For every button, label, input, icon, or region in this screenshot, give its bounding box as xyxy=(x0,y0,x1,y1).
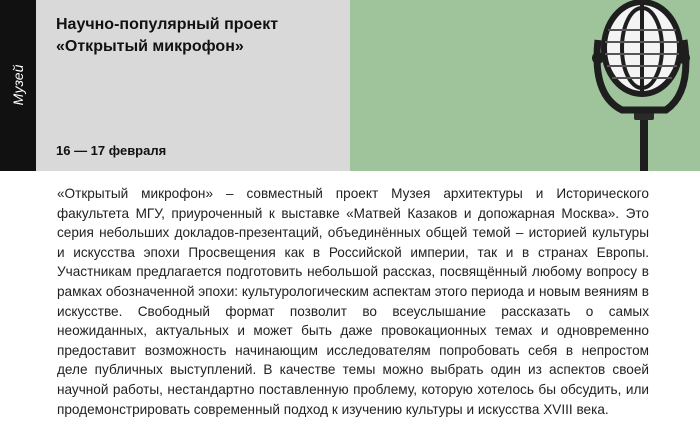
section-label: Музей xyxy=(10,64,26,106)
section-tab xyxy=(0,0,36,171)
event-image xyxy=(350,0,700,171)
event-title-line2: «Открытый микрофон» xyxy=(56,38,244,55)
microphone-icon xyxy=(570,0,700,171)
event-title xyxy=(56,14,346,58)
event-header xyxy=(36,0,350,171)
event-description: «Открытый микрофон» – совместный проект Музея архитектуры и Исторического факультета МГУ, приуроченный к выставке «Матвей Казаков и допожарная Москва». Это серия небольших докладов-презентаций, объединённых общей темой – историей культуры и искусства эпохи Просвещения как в Российской империи, так и в странах Европы. Участникам предлагается подготовить небольшой рассказ, посвящённый любому вопросу в рамках обозначенной эпохи: культурологическим аспектам этого периода и новым веяниям в искусстве. Свободный формат позволит во всеуслышание рассказать о самых неожиданных, актуальных и может быть даже провокационных темах и одновременно предоставит возможность начинающим исследователям попробовать себя в непростом деле публичных выступлений. В качестве темы можно выбрать один из аспектов своей научной работы, нестандартно поставленную проблему, которую хотелось бы обсудить, или продемонстрировать современный подход к изучению культуры и искусства XVIII века. xyxy=(57,186,649,417)
event-title-line1: Научно-популярный проект xyxy=(56,16,279,33)
event-date: 16 — 17 февраля xyxy=(56,143,167,158)
